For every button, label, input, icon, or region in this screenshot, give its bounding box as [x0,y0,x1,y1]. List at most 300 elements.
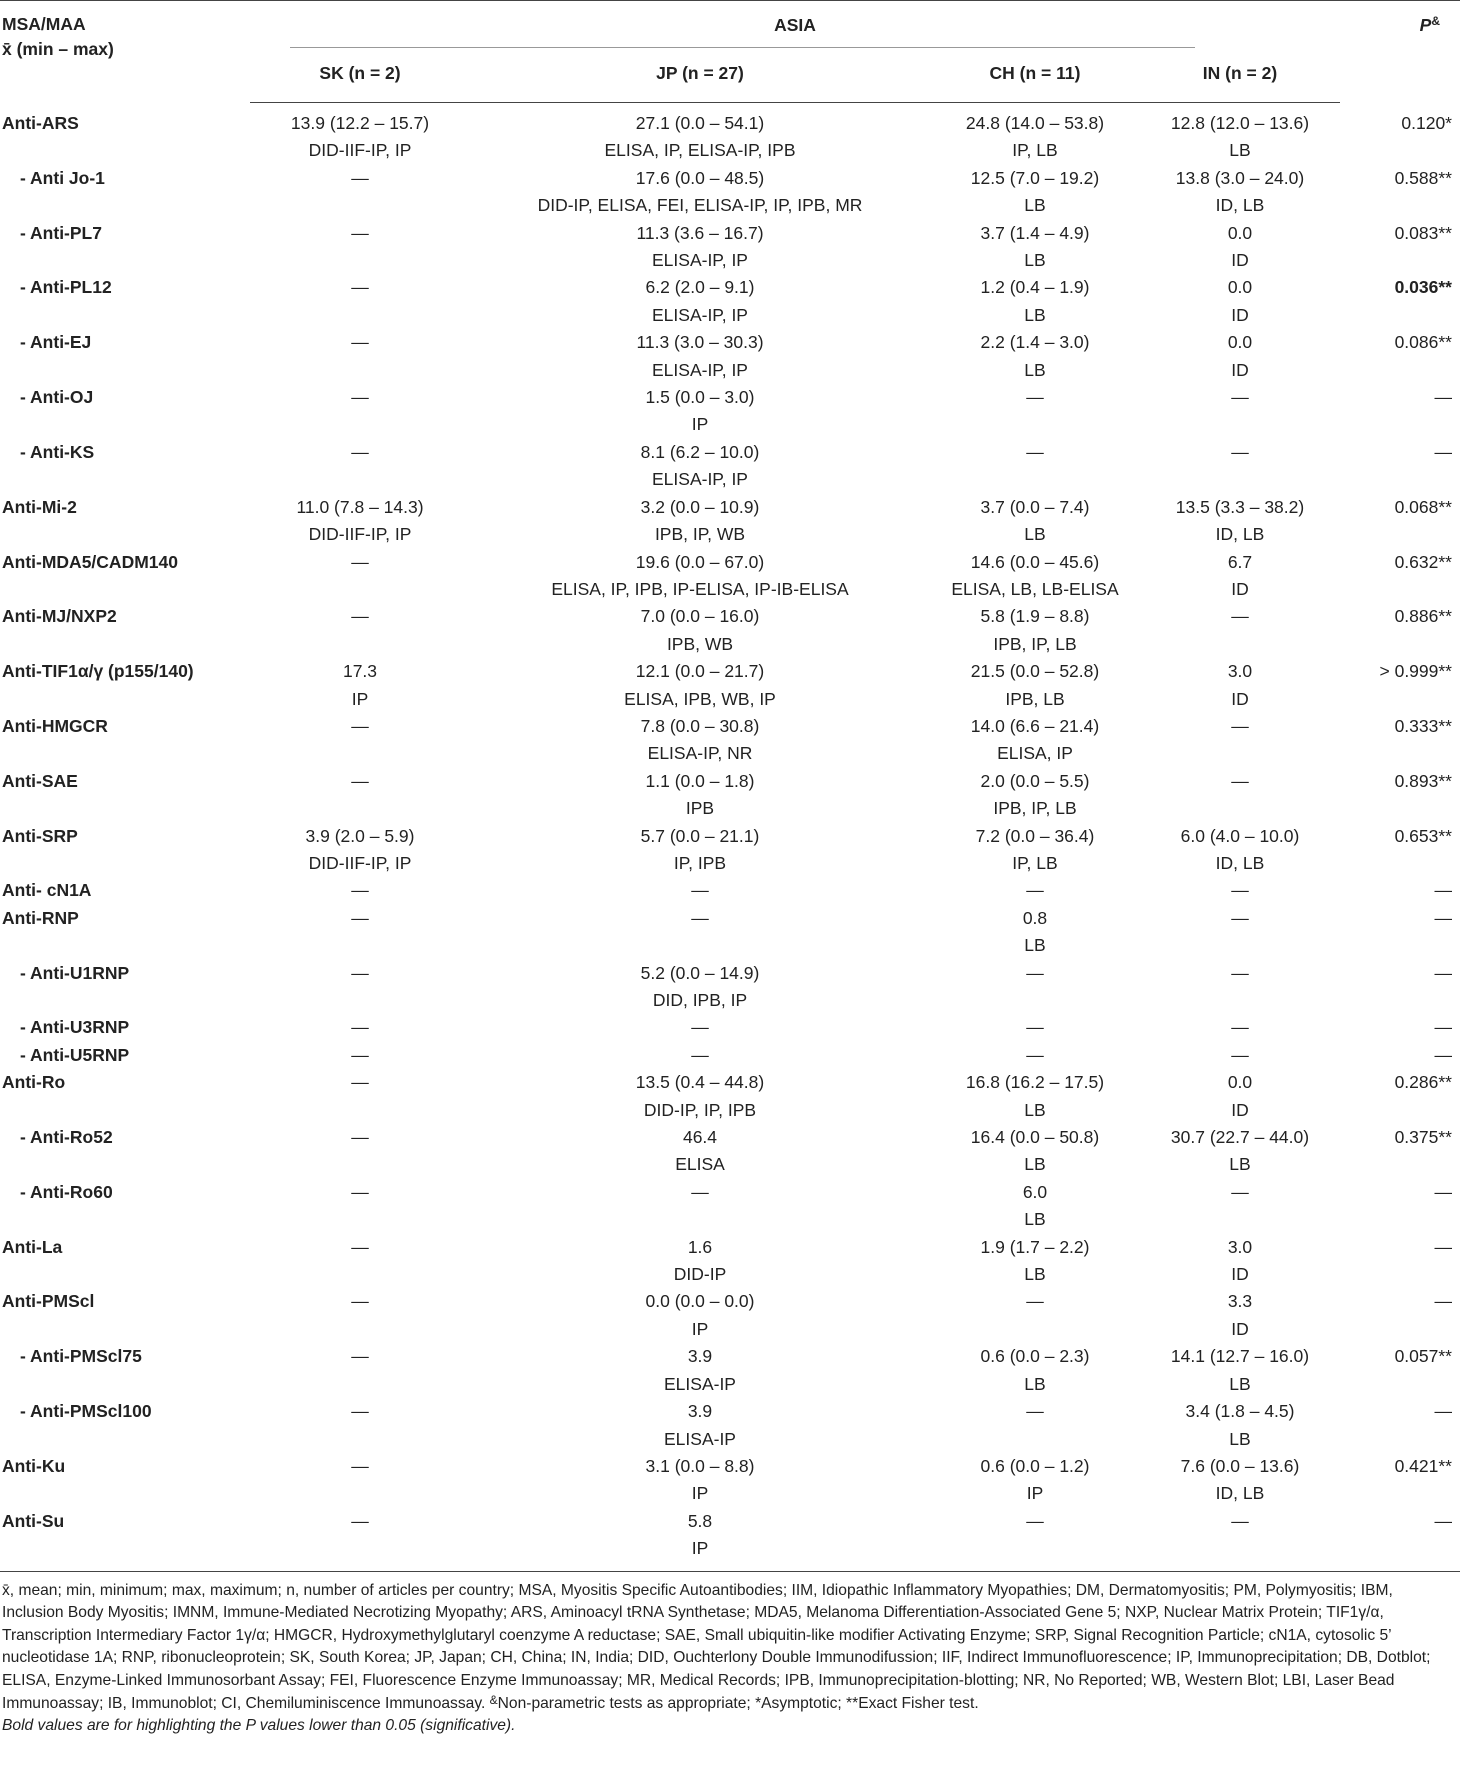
cell-value: 17.6 (0.0 – 48.5) [635,167,765,188]
cell-jp [470,549,930,604]
p-value: — [1434,962,1452,983]
cell-method: ID [1231,1099,1249,1120]
cell-in [1140,823,1340,878]
cell-value: — [691,1017,709,1038]
cell-sk [250,1234,470,1289]
cell-value: 13.9 (12.2 – 15.7) [290,113,430,133]
cell-value: 27.1 (0.0 – 54.1) [635,113,765,133]
cell-value: — [691,907,709,928]
cell-method: IP [691,1483,709,1504]
cell-value: 11.0 (7.8 – 14.3) [296,496,424,517]
cell-value: 0.0 [1227,332,1253,353]
cell-value: — [691,880,709,901]
cell-method: ID, LB [1215,524,1265,545]
cell-jp [470,439,930,494]
cell-value: — [351,962,369,983]
antibody-name: - Anti-KS [20,441,95,462]
cell-value: 3.7 (1.4 – 4.9) [980,222,1090,243]
cell-value: 0.0 [1227,222,1253,243]
p-value: 0.333** [1394,715,1452,736]
cell-method: ID [1231,1264,1249,1285]
cell-value: — [1231,1510,1249,1531]
cell-method: IP [1026,1483,1044,1504]
cell-method: LB [1024,250,1046,271]
cell-jp [470,877,930,904]
p-sup: & [1431,14,1440,28]
cell-value: 14.6 (0.0 – 45.6) [970,551,1100,572]
cell-sk [250,103,470,165]
p-value: 0.057** [1394,1346,1452,1367]
cell-value: — [1231,1181,1249,1202]
cell-in [1140,549,1340,604]
cell-value: 7.2 (0.0 – 36.4) [975,825,1095,846]
cell-value: 17.3 [342,661,378,682]
cell-method: LB [1229,140,1251,161]
cell-in [1140,1124,1340,1179]
cell-value: — [1026,387,1044,408]
p-value: 0.886** [1394,606,1452,627]
cell-jp [470,658,930,713]
cell-ch [930,494,1140,549]
cell-sk [250,1179,470,1234]
cell-method: LB [1024,304,1046,325]
cell-jp [470,220,930,275]
cell-method: ID, LB [1215,1483,1265,1504]
cell-ch [930,1453,1140,1508]
cell-in [1140,103,1340,165]
antibody-name: - Anti Jo-1 [20,167,105,188]
cell-value: — [1026,1401,1044,1422]
cell-sk [250,329,470,384]
cell-jp [470,1069,930,1124]
table-row [0,768,1460,823]
cell-jp [470,823,930,878]
table-row [0,329,1460,384]
cell-value: 6.0 [1022,1181,1048,1202]
cell-ch [930,768,1140,823]
table-row [0,877,1460,904]
antibody-name: - Anti-PMScl75 [20,1346,142,1367]
cell-ch [930,329,1140,384]
cell-ch [930,165,1140,220]
cell-value: — [351,1072,369,1093]
cell-jp [470,329,930,384]
antibody-name: Anti-ARS [2,112,79,133]
cell-method: IP [351,688,369,709]
cell-method: ELISA-IP [664,1373,736,1394]
cell-method: LB [1024,1264,1046,1285]
cell-value: — [1026,880,1044,901]
cell-value: 6.7 [1227,551,1253,572]
antibody-name: Anti-Ro [2,1072,66,1093]
cell-sk [250,1453,470,1508]
footnote-tail: Non-parametric tests as appropriate; *Asymptotic; **Exact Fisher test. [497,1694,979,1712]
cell-ch [930,103,1140,165]
cell-sk [250,1508,470,1571]
cell-in [1140,960,1340,1015]
antibody-name: - Anti-U1RNP [20,962,130,983]
cell-value: — [1026,1291,1044,1312]
cell-method: IP, LB [1012,852,1058,873]
cell-value: — [1026,1017,1044,1038]
cell-sk [250,658,470,713]
cell-value: 0.0 (0.0 – 0.0) [645,1291,755,1312]
cell-value: 3.9 [687,1346,713,1367]
p-value: 0.036** [1394,277,1452,298]
footnote-sup: & [489,1692,498,1707]
table-row [0,1234,1460,1289]
abbreviation-note [2,1580,1458,1716]
antibody-name: Anti-SAE [2,770,78,791]
cell-sk [250,877,470,904]
cell-value: — [351,1291,369,1312]
table-row [0,1014,1460,1041]
cell-method: DID-IP [673,1264,727,1285]
antibody-name: Anti-TIF1α/γ (p155/140) [2,661,194,682]
cell-in [1140,1014,1340,1041]
antibody-name: - Anti-Ro60 [20,1181,113,1202]
cell-value: 1.5 (0.0 – 3.0) [645,387,755,408]
cell-method: DID-IP, IP, IPB [643,1099,757,1120]
cell-value: 24.8 (14.0 – 53.8) [965,113,1105,133]
cell-sk [250,1398,470,1453]
cell-jp [470,1288,930,1343]
bold-note: Bold values are for highlighting the P values lower than 0.05 (significative). [2,1717,516,1735]
cell-method: ELISA-IP, IP [652,250,748,271]
cell-in [1140,603,1340,658]
cell-jp [470,768,930,823]
table-row [0,384,1460,439]
p-value: 0.588** [1394,167,1452,188]
cell-method: LB [1024,1209,1046,1230]
cell-ch [930,823,1140,878]
cell-ch [930,220,1140,275]
cell-ch [930,1069,1140,1124]
cell-in [1140,1288,1340,1343]
table-footnote [0,1572,1460,1738]
cell-in [1140,658,1340,713]
cell-method: ELISA, IP [997,743,1073,764]
table-row [0,549,1460,604]
cell-method: ELISA-IP, IP [652,304,748,325]
cell-method: LB [1229,1373,1251,1394]
cell-jp [470,1234,930,1289]
cell-value: 11.3 (3.6 – 16.7) [636,222,764,243]
cell-value: 0.6 (0.0 – 2.3) [980,1346,1090,1367]
p-value: 0.120* [1401,112,1452,133]
cell-method: ELISA, IP, ELISA-IP, IPB [604,140,796,161]
cell-sk [250,1069,470,1124]
cell-method: ID [1231,688,1249,709]
cell-value: 1.2 (0.4 – 1.9) [980,277,1090,298]
cell-method: IPB, IP, WB [654,524,746,545]
group-header [250,1,1340,51]
cell-value: — [351,441,369,462]
table-row [0,658,1460,713]
p-value: — [1434,1181,1452,1202]
cell-value: 11.3 (3.0 – 30.3) [636,332,764,353]
table-row [0,1398,1460,1453]
cell-method: LB [1229,1154,1251,1175]
cell-value: 12.8 (12.0 – 13.6) [1170,113,1310,133]
cell-value: — [691,1044,709,1065]
cell-in [1140,1508,1340,1571]
cell-method: IPB, IP, LB [993,633,1077,654]
cell-jp [470,165,930,220]
cell-in [1140,439,1340,494]
cell-value: — [351,277,369,298]
cell-value: — [351,907,369,928]
cell-ch [930,1014,1140,1041]
antibody-name: Anti- cN1A [2,880,92,901]
antibody-name: - Anti-PL12 [20,277,112,298]
cell-value: — [1231,1044,1249,1065]
table-row [0,1124,1460,1179]
cell-method: LB [1229,1428,1251,1449]
cell-value: — [1231,606,1249,627]
cell-ch [930,1288,1140,1343]
cell-method: ID, LB [1215,852,1265,873]
cell-value: — [1026,1510,1044,1531]
cell-sk [250,1288,470,1343]
abbreviation-text: x̄, mean; min, minimum; max, maximum; n, number of articles per country; MSA, Myositis Specific Autoantibodies; IIM, Idiopathic Inflammatory Myopathies; DM, Dermatomyositis; PM, Polymyositis; IBM, Inclusion Body Myositis; IMNM, Immune-Mediated Necrotizing Myopathy; ARS, Aminoacyl tRNA Synthetase; MDA5, Melanoma Differentiation-Associated Gene 5; NXP, Nuclear Matrix Protein; TIF1γ/α, Transcription Intermediary Factor 1γ/α; HMGCR, Hydroxymethylglutaryl coenzyme A reductase; SAE, Small ubiquitin-like modifier Activating Enzyme; SRP, Signal Recognition Particle; cN1A, cytosolic 5’ nucleotidase 1A; RNP, ribonucleoprotein; SK, South Korea; JP, Japan; CH, China; IN, India; DID, Ouchterlony Double Immunodifussion; IIF, Indirect Immunofluorescence; IP, Immunoprecipitation; DB, Dotblot; ELISA, Enzyme-Linked Immunosorbant Assay; FEI, Fluorescence Enzyme Immunoassay; MR, Medical Records; IPB, Immunoprecipitation-blotting; NR, No Reported; WB, Western Blot; LBI, Laser Bead Immunoassay; IB, Immunoblot; CI, Chemiluminiscence Immunoassay. [2,1581,1431,1712]
cell-method: ID [1231,359,1249,380]
cell-value: 3.9 (2.0 – 5.9) [305,825,415,846]
table-row [0,960,1460,1015]
cell-ch [930,1179,1140,1234]
antibody-name: Anti-Mi-2 [2,496,77,517]
cell-value: — [351,332,369,353]
cell-method: ELISA-IP, IP [652,359,748,380]
cell-sk [250,384,470,439]
cell-method: ID [1231,578,1249,599]
corner-stat-label: x̄ (min – max) [2,39,114,59]
cell-method: LB [1024,1154,1046,1175]
antibody-name: - Anti-U3RNP [20,1017,130,1038]
cell-value: — [1231,907,1249,928]
cell-value: 0.0 [1227,1072,1253,1093]
cell-value: — [1026,962,1044,983]
cell-sk [250,274,470,329]
cell-in [1140,1042,1340,1069]
p-value: > 0.999** [1379,661,1452,682]
cell-value: — [1231,770,1249,791]
cell-sk [250,823,470,878]
p-value: 0.068** [1394,496,1452,517]
cell-in [1140,877,1340,904]
cell-value: 16.8 (16.2 – 17.5) [965,1072,1105,1093]
cell-in [1140,329,1340,384]
antibody-name: Anti-Su [0,1508,250,1571]
cell-value: 5.7 (0.0 – 21.1) [640,825,760,846]
p-value: — [1434,1044,1452,1065]
antibody-name: Anti-MDA5/CADM140 [2,551,178,572]
cell-jp [470,1398,930,1453]
cell-value: — [1231,715,1249,736]
cell-method: IPB, WB [666,633,734,654]
antibody-name: - Anti-PL7 [20,222,102,243]
cell-value: 0.6 (0.0 – 1.2) [980,1455,1090,1476]
cell-value: 3.2 (0.0 – 10.9) [640,496,760,517]
cell-method: ELISA, IPB, WB, IP [624,688,776,709]
p-value: 0.893** [1394,770,1452,791]
cell-value: 13.5 (0.4 – 44.8) [635,1072,765,1093]
cell-value: 7.6 (0.0 – 13.6) [1180,1455,1300,1476]
cell-ch [930,1124,1140,1179]
cell-value: 7.8 (0.0 – 30.8) [640,715,760,736]
col-header-jp: JP (n = 27) [470,50,930,103]
table-row [0,1179,1460,1234]
corner-label: MSA/MAA [2,14,86,34]
corner-header [0,1,250,103]
cell-sk [250,1014,470,1041]
cell-sk [250,905,470,960]
cell-value: 8.1 (6.2 – 10.0) [640,441,760,462]
cell-sk [250,960,470,1015]
antibody-name: Anti-PMScl [2,1291,95,1312]
cell-method: ID [1231,1318,1249,1339]
cell-value: 21.5 (0.0 – 52.8) [970,661,1100,682]
cell-jp [470,1453,930,1508]
cell-value: 5.8 [687,1510,713,1531]
p-value: — [1434,1401,1452,1422]
cell-jp [470,494,930,549]
cell-value: — [1231,880,1249,901]
cell-ch [930,1234,1140,1289]
cell-method: LB [1024,359,1046,380]
table-row [0,494,1460,549]
p-value: — [1434,880,1452,901]
cell-jp [470,713,930,768]
cell-value: 1.9 (1.7 – 2.2) [980,1236,1090,1257]
cell-value: 30.7 (22.7 – 44.0) [1170,1127,1310,1148]
cell-in [1140,384,1340,439]
cell-jp [470,384,930,439]
table-row [0,1069,1460,1124]
cell-jp [470,274,930,329]
cell-method: ID [1231,250,1249,271]
table-row [0,103,1460,165]
table-row [0,165,1460,220]
cell-ch [930,658,1140,713]
cell-jp [470,603,930,658]
p-value: 0.086** [1394,332,1452,353]
cell-value: — [351,1017,369,1038]
cell-in [1140,1179,1340,1234]
cell-method: IP [691,414,709,435]
cell-ch [930,603,1140,658]
cell-value: 3.0 [1227,661,1253,682]
cell-method: DID-IIF-IP, IP [308,140,412,161]
cell-sk [250,1343,470,1398]
p-value: 0.375** [1394,1127,1452,1148]
cell-value: 13.5 (3.3 – 38.2) [1175,496,1305,517]
cell-jp [470,1343,930,1398]
cell-in [1140,768,1340,823]
antibody-name: Anti-La [2,1236,63,1257]
antibody-name: - Anti-Ro52 [20,1127,113,1148]
group-label: ASIA [774,15,816,35]
cell-sk [250,439,470,494]
cell-method: LB [1024,935,1046,956]
antibody-name: Anti-SRP [2,825,78,846]
cell-method: ELISA-IP [664,1428,736,1449]
cell-method: DID-IIF-IP, IP [308,852,412,873]
cell-method: LB [1024,195,1046,216]
cell-method: ELISA, LB, LB-ELISA [951,578,1119,599]
cell-value: — [351,1127,369,1148]
antibody-name: Anti-MJ/NXP2 [2,606,117,627]
p-value: 0.632** [1394,551,1452,572]
cell-sk [250,220,470,275]
cell-value: — [1026,1044,1044,1065]
cell-value: — [351,1346,369,1367]
cell-method: ELISA, IP, IPB, IP-ELISA, IP-IB-ELISA [551,578,849,599]
cell-value: 1.1 (0.0 – 1.8) [645,770,755,791]
cell-value: — [351,606,369,627]
cell-method: IP [691,1538,709,1559]
cell-method: ID [1231,304,1249,325]
cell-method: LB [1024,1373,1046,1394]
cell-value: — [351,222,369,243]
cell-method: IPB, LB [1005,688,1065,709]
cell-ch [930,713,1140,768]
cell-value: — [351,715,369,736]
cell-value: 3.3 [1227,1291,1253,1312]
cell-value: — [351,551,369,572]
cell-value: — [1026,441,1044,462]
p-value: — [1434,1236,1452,1257]
p-value: — [1434,1291,1452,1312]
cell-ch [930,384,1140,439]
table-row [0,1042,1460,1069]
cell-value: 12.1 (0.0 – 21.7) [635,661,765,682]
p-value: 0.286** [1394,1072,1452,1093]
cell-value: — [351,167,369,188]
antibody-name: Anti-HMGCR [2,715,108,736]
cell-value: — [351,1401,369,1422]
cell-value: — [1231,441,1249,462]
cell-in [1140,1398,1340,1453]
cell-value: 13.8 (3.0 – 24.0) [1175,167,1305,188]
p-value: — [1340,1508,1460,1571]
cell-jp [470,960,930,1015]
cell-value: — [351,1455,369,1476]
cell-sk [250,165,470,220]
p-header [1340,1,1460,103]
cell-sk [250,494,470,549]
cell-jp [470,1042,930,1069]
table-row [0,1453,1460,1508]
cell-value: 3.7 (0.0 – 7.4) [980,496,1090,517]
cell-jp [470,1124,930,1179]
table-row [0,603,1460,658]
table-body [0,103,1460,1572]
cell-method: IP [691,1318,709,1339]
cell-value: 46.4 [682,1127,718,1148]
cell-value: 0.0 [1227,277,1253,298]
p-value: 0.421** [1394,1455,1452,1476]
col-header-in: IN (n = 2) [1140,50,1340,103]
table-row [0,1288,1460,1343]
cell-value: — [351,1510,369,1531]
cell-sk [250,768,470,823]
p-value: — [1434,1017,1452,1038]
table-row [0,1343,1460,1398]
antibody-name: - Anti-PMScl100 [20,1401,152,1422]
cell-ch [930,1042,1140,1069]
cell-method: LB [1024,524,1046,545]
